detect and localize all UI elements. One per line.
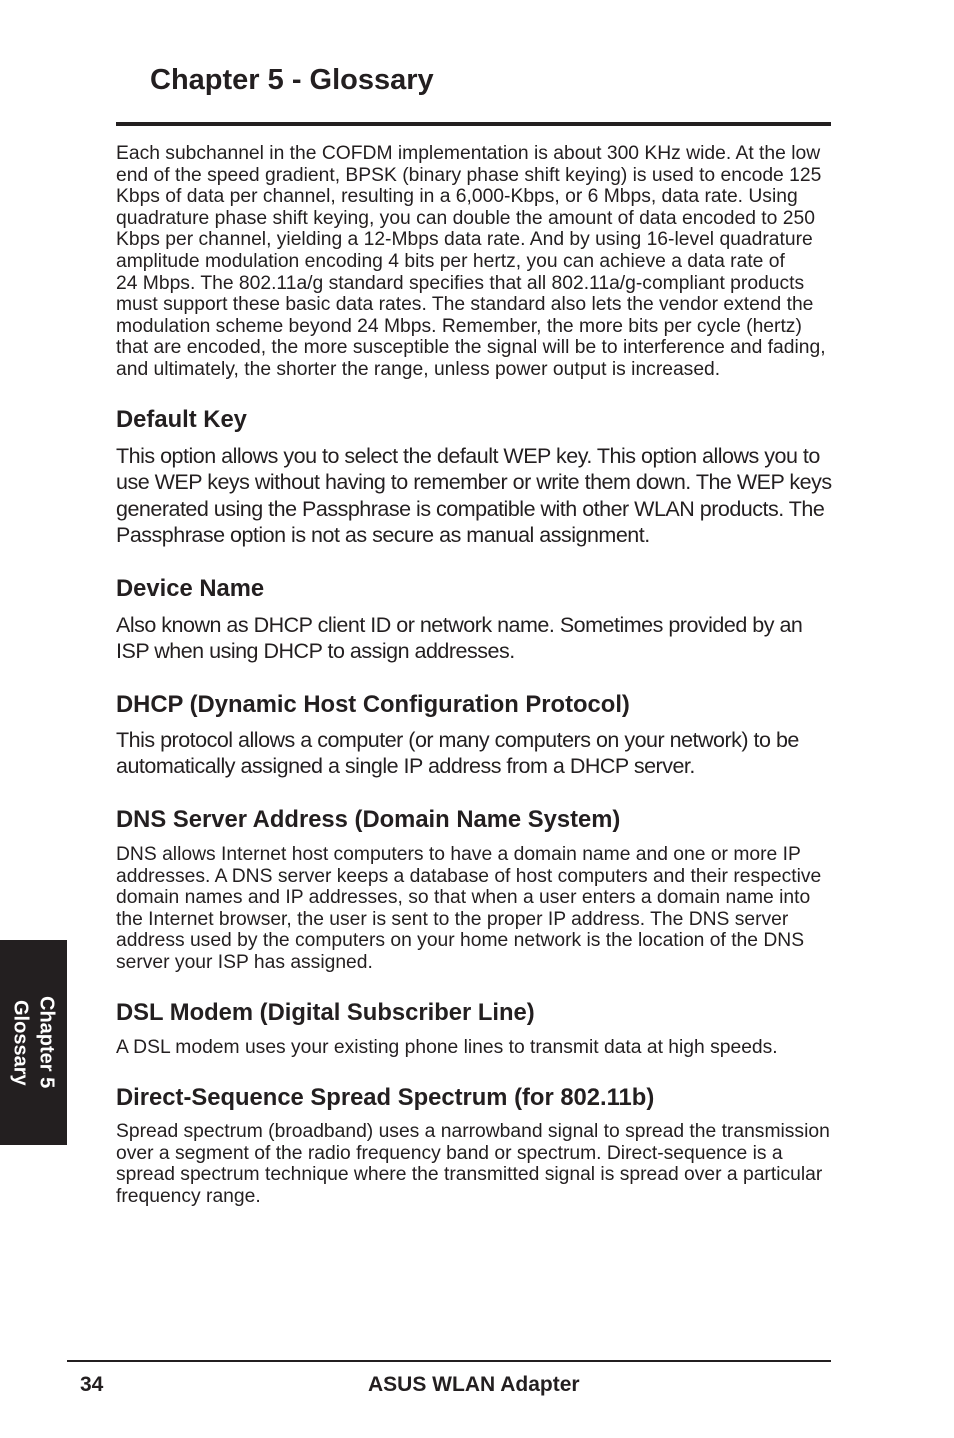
glossary-term-heading: DNS Server Address (Domain Name System) — [116, 806, 621, 833]
page-number: 34 — [80, 1373, 104, 1396]
glossary-definition — [116, 1121, 856, 1207]
paragraph-line: amplitude modulation encoding 4 bits per hertz, you can achieve a data rate of — [116, 250, 785, 272]
glossary-term-heading: Device Name — [116, 575, 265, 602]
definition-line: the Internet browser, the user is sent to the proper IP address. The DNS server — [116, 908, 789, 930]
intro-paragraph — [116, 143, 856, 381]
definition-line: This option allows you to select the default WEP key. This option allows you to — [116, 444, 820, 468]
paragraph-line: Kbps of data per channel, resulting in a 6,000-Kbps, or 6 Mbps, data rate. Using — [116, 186, 798, 208]
definition-line: Passphrase option is not as secure as manual assignment. — [116, 522, 650, 547]
paragraph-line: Each subchannel in the COFDM implementation is about 300 KHz wide. At the low — [116, 143, 821, 164]
side-tab-section: Glossary — [9, 999, 32, 1086]
definition-line: over a segment of the radio frequency band or spectrum. Direct-sequence is a — [116, 1142, 783, 1164]
definition-line: ISP when using DHCP to assign addresses. — [116, 639, 515, 664]
definition-line: generated using the Passphrase is compatible with other WLAN products. The — [116, 496, 825, 521]
paragraph-line: must support these basic data rates. The standard also lets the vendor extend the — [116, 294, 814, 316]
glossary-definition — [116, 1037, 856, 1059]
glossary-definition — [116, 443, 856, 548]
definition-line: addresses. A DNS server keeps a database of host computers and their respective — [116, 865, 822, 887]
footer-rule — [67, 1360, 831, 1362]
definition-line: server your ISP has assigned. — [116, 951, 373, 973]
paragraph-line: and ultimately, the shorter the range, unless power output is increased. — [116, 358, 721, 380]
glossary-term-heading: Default Key — [116, 406, 247, 433]
definition-line: automatically assigned a single IP address from a DHCP server. — [116, 754, 695, 779]
definition-line: spread spectrum technique where the transmitted signal is spread over a particular — [116, 1164, 823, 1186]
paragraph-line: Kbps per channel, yielding a 12-Mbps data rate. And by using 16-level quadrature — [116, 229, 813, 251]
definition-line: This protocol allows a computer (or many computers on your network) to be — [116, 728, 799, 752]
glossary-term-heading: Direct-Sequence Spread Spectrum (for 802.11b) — [116, 1084, 655, 1111]
paragraph-line: quadrature phase shift keying, you can double the amount of data encoded to 250 — [116, 207, 815, 229]
definition-line: DNS allows Internet host computers to have a domain name and one or more IP — [116, 844, 801, 865]
paragraph-line: modulation scheme beyond 24 Mbps. Remember, the more bits per cycle (hertz) — [116, 315, 802, 337]
chapter-side-tab — [0, 940, 67, 1145]
paragraph-line: 24 Mbps. The 802.11a/g standard specifies that all 802.11a/g-compliant products — [116, 272, 805, 294]
glossary-definition — [116, 612, 856, 665]
paragraph-line: that are encoded, the more susceptible the signal will be to interference and fading, — [116, 337, 826, 359]
glossary-definition — [116, 844, 856, 974]
side-tab-chapter: Chapter 5 — [35, 996, 58, 1089]
side-tab-label — [8, 996, 60, 1088]
glossary-definition — [116, 727, 856, 780]
glossary-term-heading: DSL Modem (Digital Subscriber Line) — [116, 999, 535, 1026]
definition-line: Also known as DHCP client ID or network name. Sometimes provided by an — [116, 613, 803, 637]
definition-line: address used by the computers on your home network is the location of the DNS — [116, 930, 805, 952]
title-rule — [116, 122, 831, 126]
glossary-term-heading: DHCP (Dynamic Host Configuration Protocol) — [116, 691, 630, 718]
definition-line: domain names and IP addresses, so that when a user enters a domain name into — [116, 887, 811, 909]
footer-product-name: ASUS WLAN Adapter — [368, 1373, 580, 1396]
page-title: Chapter 5 - Glossary — [150, 64, 434, 96]
definition-line: Spread spectrum (broadband) uses a narrowband signal to spread the transmission — [116, 1121, 830, 1142]
definition-line: frequency range. — [116, 1185, 261, 1207]
paragraph-line: end of the speed gradient, BPSK (binary phase shift keying) is used to encode 125 — [116, 164, 822, 186]
definition-line: use WEP keys without having to remember or write them down. The WEP keys — [116, 470, 832, 495]
definition-line: A DSL modem uses your existing phone lines to transmit data at high speeds. — [116, 1037, 778, 1058]
